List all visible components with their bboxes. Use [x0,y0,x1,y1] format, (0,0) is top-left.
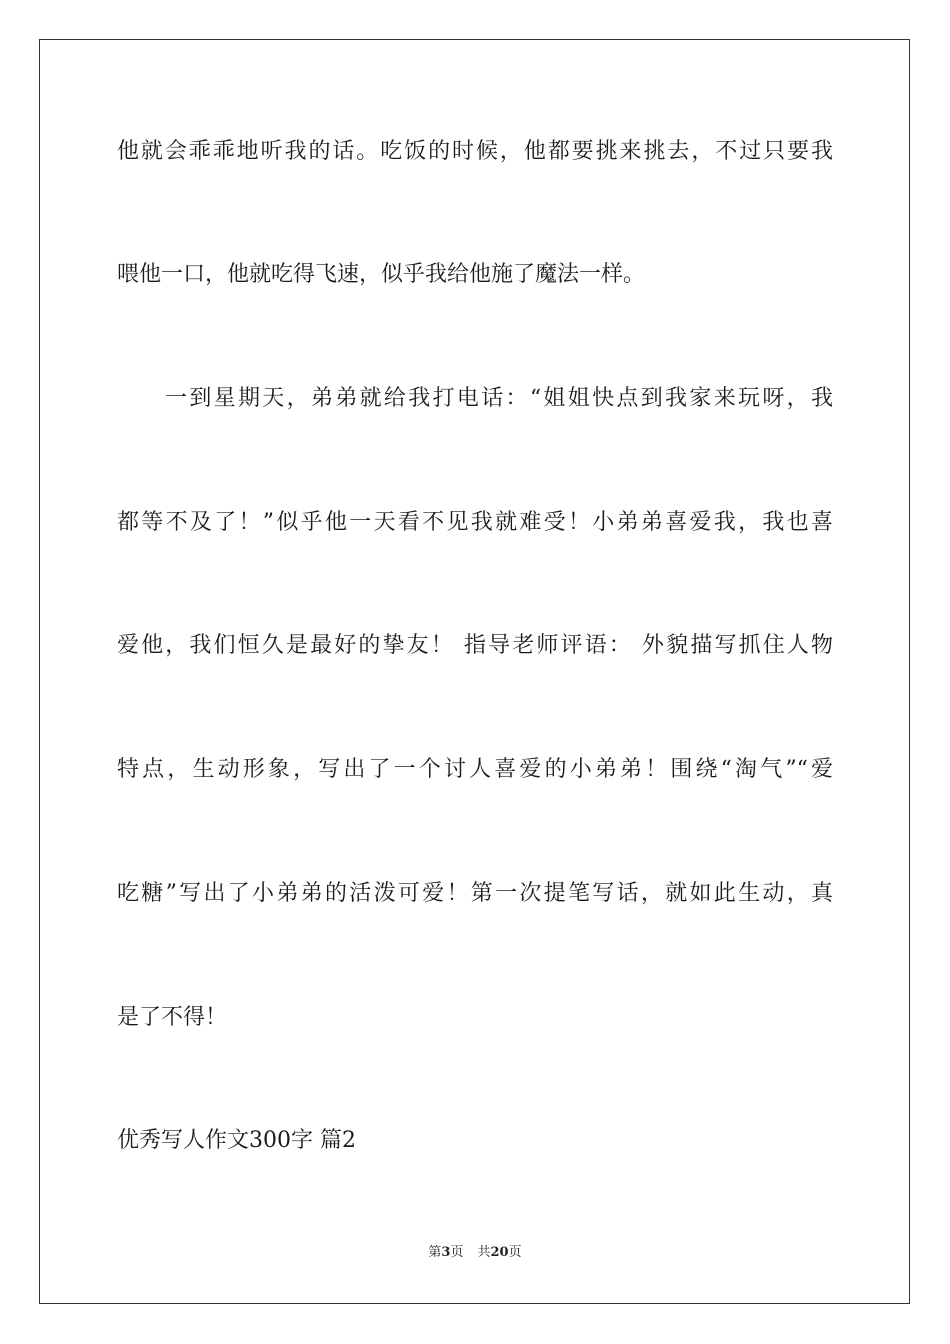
body-line-7: 吃糖”写出了小弟弟的活泼可爱！第一次提笔写话，就如此生动，真 [117,881,833,906]
section-heading: 优秀写人作文300字 篇2 [117,1128,356,1153]
body-line-4: 都等不及了！”似乎他一天看不见我就难受！小弟弟喜爱我，我也喜 [117,510,833,535]
footer-total-pages: 20 [490,1245,509,1260]
footer-total-prefix: 共 [477,1245,491,1260]
page-footer [0,1244,950,1262]
body-line-5: 爱他，我们恒久是最好的挚友！ 指导老师评语： 外貌描写抓住人物 [117,633,833,658]
footer-total-suffix: 页 [508,1245,522,1260]
page-frame [39,39,910,1304]
footer-page-prefix: 第 [428,1245,442,1260]
body-line-6: 特点，生动形象，写出了一个讨人喜爱的小弟弟！围绕“淘气”“爱 [117,757,833,782]
body-line-8: 是了不得！ [117,1005,228,1030]
footer-page-suffix: 页 [450,1245,464,1260]
body-line-3: 一到星期天，弟弟就给我打电话：“姐姐快点到我家来玩呀，我 [165,386,833,411]
body-line-1: 他就会乖乖地听我的话。吃饭的时候，他都要挑来挑去，不过只要我 [117,139,833,164]
footer-page-number: 3 [441,1245,451,1260]
body-line-2: 喂他一口，他就吃得飞速，似乎我给他施了魔法一样。 [117,262,646,287]
